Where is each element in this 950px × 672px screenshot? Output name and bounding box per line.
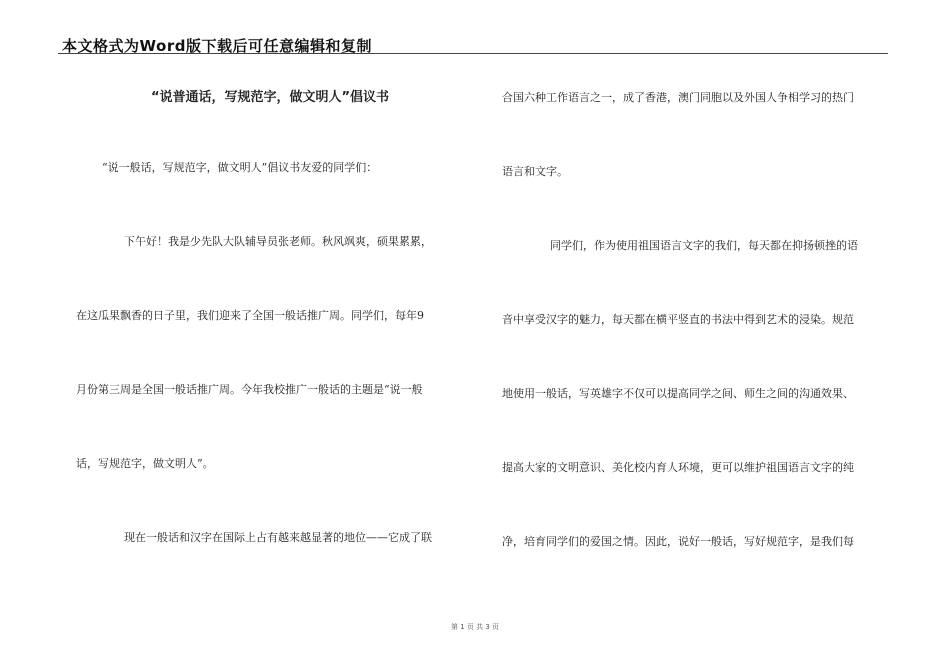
- paragraph-line: 话，写规范字，做文明人”。: [76, 457, 214, 470]
- paragraph-line: 同学们，作为使用祖国语言文字的我们，每天都在抑扬顿挫的语: [550, 239, 858, 252]
- paragraph-line: “说一般话，写规范字，做文明人”倡议书友爱的同学们：: [102, 161, 378, 174]
- paragraph-line: 合国六种工作语言之一，成了香港，澳门同胞以及外国人争相学习的热门: [502, 91, 854, 104]
- paragraph-line: 净，培育同学们的爱国之情。因此，说好一般话，写好规范字，是我们每: [502, 535, 854, 548]
- paragraph-line: 提高大家的文明意识、美化校内育人环境，更可以维护祖国语言文字的纯: [502, 461, 854, 474]
- paragraph-line: 下午好！我是少先队大队辅导员张老师。秋风飒爽，硕果累累，: [124, 235, 432, 248]
- paragraph-line: 语言和文字。: [502, 165, 568, 178]
- paragraph-line: 音中享受汉字的魅力，每天都在横平竖直的书法中得到艺术的浸染。规范: [502, 313, 854, 326]
- header-divider: [58, 53, 888, 54]
- page-header-title: 本文格式为Word版下载后可任意编辑和复制: [62, 37, 372, 55]
- paragraph-line: 在这瓜果飘香的日子里，我们迎来了全国一般话推广周。同学们，每年9: [76, 309, 424, 322]
- paragraph-line: 现在一般话和汉字在国际上占有越来越显著的地位——它成了联: [124, 531, 432, 544]
- page-footer: 第 1 页 共 3 页: [450, 623, 500, 631]
- paragraph-line: 地使用一般话，写英雄字不仅可以提高同学之间、师生之间的沟通效果、: [502, 387, 854, 400]
- left-column: [76, 88, 464, 544]
- document-title: “说普通话，写规范字，做文明人”倡议书: [150, 90, 390, 105]
- paragraph-line: 月份第三周是全国一般话推广周。今年我校推广一般话的主题是“说一般: [76, 383, 423, 396]
